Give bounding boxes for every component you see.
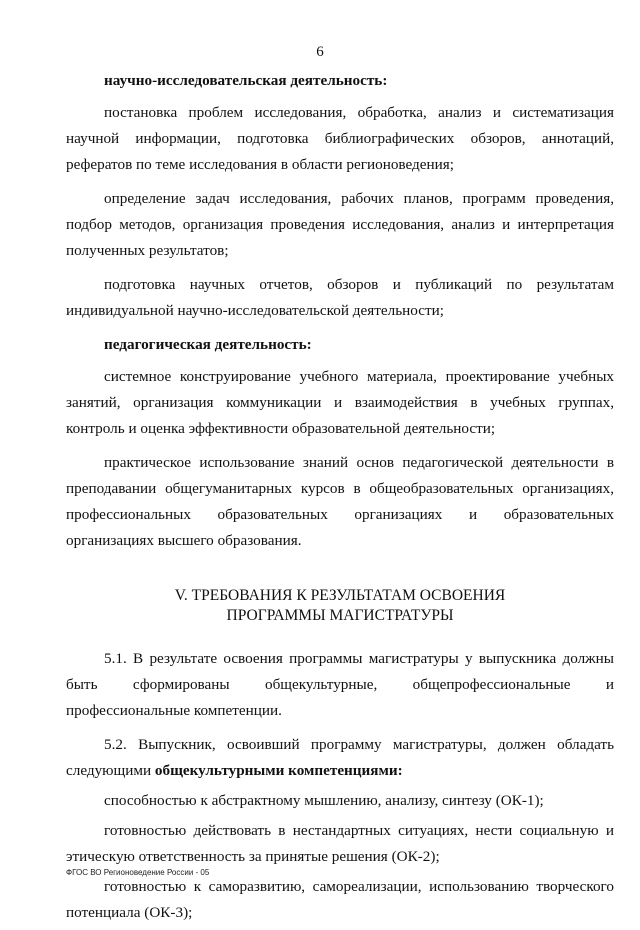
- section-title-line: V. ТРЕБОВАНИЯ К РЕЗУЛЬТАТАМ ОСВОЕНИЯ: [174, 587, 506, 604]
- section-title-line: ПРОГРАММЫ МАГИСТРАТУРЫ: [226, 607, 454, 624]
- clause-5-2-text: 5.2. Выпускник, освоивший программу магистратуры, должен обладать следующими: [66, 736, 614, 779]
- competency-item: готовностью к саморазвитию, самореализации, использованию творческого потенциала (ОК-3);: [66, 878, 614, 921]
- research-item: определение задач исследования, рабочих планов, программ проведения, подбор методов, организация проведения исследования, анализ и интерпретация полученных результатов;: [66, 190, 614, 259]
- competency-item: способностью к абстрактному мышлению, анализу, синтезу (ОК-1);: [104, 792, 544, 809]
- clause-5-2: [66, 732, 614, 784]
- competency-item: готовностью действовать в нестандартных ситуациях, нести социальную и этическую ответственность за принятые решения (ОК-2);: [66, 822, 614, 865]
- document-body: [66, 68, 614, 930]
- page-number: 6: [316, 44, 324, 60]
- clause-5-2-emphasis: общекультурными компетенциями:: [154, 762, 403, 779]
- page-footer: ФГОС ВО Регионоведение России - 05: [66, 868, 210, 877]
- research-item: постановка проблем исследования, обработка, анализ и систематизация научной информации, подготовка библиографических обзоров, аннотаций, рефератов по теме исследования в области регионоведения;: [66, 104, 614, 173]
- pedagogy-item: системное конструирование учебного материала, проектирование учебных занятий, организация коммуникации и взаимодействия в учебных группах, контроль и оценка эффективности образовательной деятельности;: [66, 368, 614, 437]
- pedagogy-item: практическое использование знаний основ педагогической деятельности в преподавании общегуманитарных курсов в общеобразовательных организациях, профессиональных образовательных организациях и образовательных организациях высшего образования.: [66, 454, 614, 549]
- clause-5-1: 5.1. В результате освоения программы магистратуры у выпускника должны быть сформированы общекультурные, общепрофессиональные и профессиональные компетенции.: [66, 650, 614, 719]
- pedagogy-heading: педагогическая деятельность:: [104, 336, 312, 353]
- research-item: подготовка научных отчетов, обзоров и публикаций по результатам индивидуальной научно-исследовательской деятельности;: [66, 276, 614, 319]
- section-title: [66, 586, 614, 626]
- research-heading: научно-исследовательская деятельность:: [104, 72, 388, 89]
